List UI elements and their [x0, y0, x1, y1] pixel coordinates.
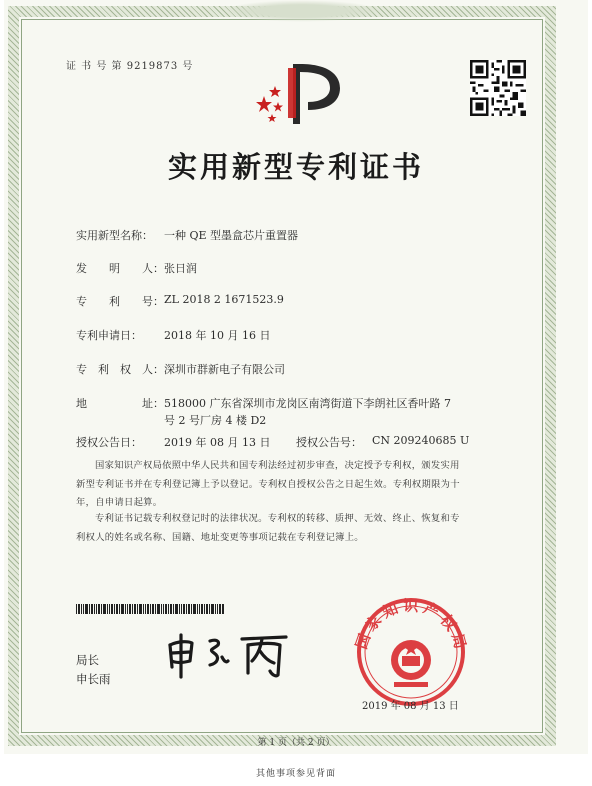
paragraph-1-line-2: 新型专利证书并在专利登记簿上予以登记。专利权自授权公告之日起生效。专利权期限为十 [76, 478, 460, 490]
handwritten-signature-icon [162, 631, 292, 679]
seal-date: 2019 年 08 月 13 日 [362, 701, 459, 712]
grant-number-value: CN 209240685 U [372, 434, 470, 447]
barcode-icon [76, 604, 224, 614]
filing-date-value: 2018 年 10 月 16 日 [164, 329, 271, 342]
director-name: 申长雨 [76, 672, 111, 686]
patentee-value: 深圳市群新电子有限公司 [164, 363, 285, 376]
paragraph-1-line-3: 年，自申请日起算。 [76, 497, 163, 508]
top-ornament [222, 0, 382, 22]
paragraph-2 [76, 510, 522, 547]
patent-number-value: ZL 2018 2 1671523.9 [164, 293, 284, 306]
page-number: 第 1 页（共 2 页） [257, 738, 335, 748]
utility-model-name-value: 一种 QE 型墨盒芯片重置器 [164, 229, 299, 242]
inventor-label: 发 明 人： [76, 262, 164, 275]
grant-date-label: 授权公告日： [76, 436, 142, 449]
certificate-number: 证 书 号 第 9219873 号 [66, 61, 194, 72]
footer-note: 其他事项参见背面 [255, 769, 336, 779]
cnipa-logo-icon [248, 58, 346, 126]
certificate-title: 实用新型专利证书 [167, 150, 424, 184]
official-seal-icon [346, 594, 476, 706]
patent-number-label: 专 利 号： [76, 295, 164, 308]
director-title: 局长 [76, 653, 99, 667]
paragraph-2-line-1: 专利证书记载专利权登记时的法律状况。专利权的转移、质押、无效、终止、恢复和专 [95, 513, 460, 524]
grant-number-label: 授权公告号： [296, 436, 362, 449]
inventor-value: 张日润 [164, 262, 197, 275]
patentee-label: 专 利 权 人： [76, 363, 164, 376]
address-value-line1: 518000 广东省深圳市龙岗区南湾街道下李朗社区香叶路 7 [164, 397, 451, 410]
utility-model-name-label: 实用新型名称： [76, 229, 153, 242]
filing-date-label: 专利申请日： [76, 329, 142, 342]
svg-text:国家知识产权局: 国家知识产权局 [352, 596, 471, 655]
paragraph-2-line-2: 利权人的姓名或名称、国籍、地址变更等事项记载在专利登记簿上。 [76, 531, 364, 543]
qr-code-icon [470, 60, 526, 116]
address-value-line2: 号 2 号厂房 4 楼 D2 [164, 414, 267, 427]
address-label: 地 址： [76, 397, 164, 410]
paragraph-1-line-1: 国家知识产权局依照中华人民共和国专利法经过初步审查，决定授予专利权，颁发实用 [95, 460, 460, 471]
grant-date-value: 2019 年 08 月 13 日 [164, 436, 271, 449]
paragraph-1 [76, 457, 522, 513]
